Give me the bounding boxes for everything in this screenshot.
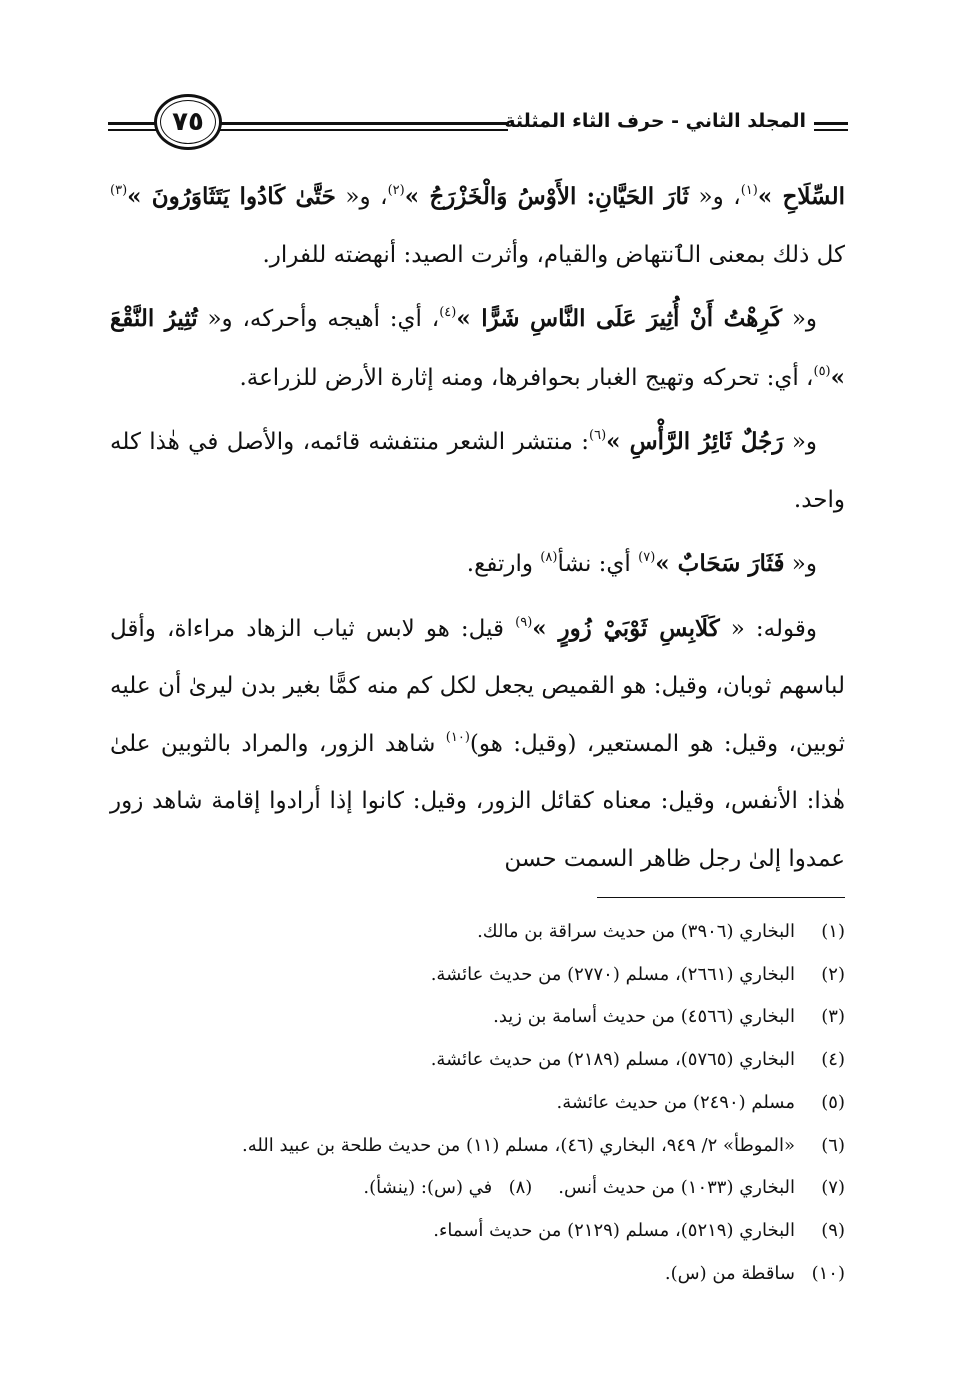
footnote-ref: (٦): [589, 428, 607, 443]
page-number: ٧٥: [172, 107, 204, 137]
text-run: كل ذلك بمعنى الٱنتهاض والقيام، وأثرت الصيد: أنهضته للفرار.: [262, 241, 845, 268]
footnote-number: (٩): [821, 1219, 845, 1241]
hadith-quote: فَثَارَ سَحَابٌ »: [655, 550, 785, 577]
running-title: المجلد الثاني - حرف الثاء المثلثة: [496, 110, 814, 132]
text-run: ، و«: [335, 184, 388, 210]
footnotes-list: [110, 911, 845, 1295]
footnote-text: البخاري (٢٦٦١)، مسلم (٢٧٧٠) من حديث عائشة.: [430, 963, 795, 985]
footnote-item: [110, 1253, 845, 1296]
page-number-badge: [154, 94, 222, 150]
hadith-quote: حَتَّىٰ كَادُوا يَتَثَاوَرُونَ »: [127, 183, 336, 210]
text-run: ، أي: أهيجه وأحركه، و«: [197, 306, 440, 332]
footnote-number: (٧): [821, 1177, 845, 1199]
text-run: ، أي: تحركه وتهيج الغبار بحوافرها، ومنه إثارة الأرض للزراعة.: [239, 364, 814, 391]
footnote-number: (١): [821, 921, 845, 942]
footnote-number: (٣): [821, 1006, 845, 1028]
text-run: و«: [783, 429, 817, 455]
footnote-item: [110, 1082, 845, 1125]
footnote-number: (٨): [508, 1177, 533, 1199]
footnote-text: البخاري (٥٧٦٥)، مسلم (٢١٨٩) من حديث عائشة.: [430, 1049, 795, 1071]
footnote-ref: (٣): [110, 183, 128, 198]
footnote-text: البخاري (٥٢١٩)، مسلم (٢١٢٩) من حديث أسماء.: [433, 1219, 795, 1241]
footnote-text: البخاري (٣٩٠٦) من حديث سراقة بن مالك.: [477, 921, 795, 942]
footnote-item: [110, 1039, 845, 1082]
hadith-quote: رَجُلٌ ثَائِرُ الرَّأْسِ »: [606, 428, 784, 455]
footnote-ref: (٤): [439, 305, 457, 320]
footnote-item: [110, 1210, 845, 1253]
hadith-quote: كَرِهْتُ أَنْ أُثِيرَ عَلَى النَّاسِ شَرًّا »: [456, 305, 783, 332]
footnote-ref: (١): [740, 183, 758, 198]
footnote-number: (٥): [821, 1091, 845, 1113]
footnote-text: «الموطأ» ٢/ ٩٤٩، البخاري (٤٦)، مسلم (١١) من حديث طلحة بن عبيد الله.: [241, 1134, 795, 1156]
footnote-ref: (٢): [387, 183, 405, 198]
paragraph-4: [110, 535, 845, 594]
main-text: [110, 168, 845, 888]
text-run: و«: [784, 551, 817, 577]
footnote-ref: (١٠): [445, 729, 470, 745]
footnote-text: في (س): (ينشأ).: [363, 1177, 493, 1199]
paragraph-5: [110, 600, 845, 889]
text-run: أي: نشأ: [557, 551, 639, 577]
footnote-separator: [597, 897, 845, 898]
footnote-item: [110, 1167, 845, 1210]
paragraph-1: [110, 168, 845, 284]
text-run: و«: [782, 306, 817, 332]
hadith-quote: السِّلَاحِ »: [757, 183, 845, 210]
footnote-ref: (٥): [813, 363, 831, 379]
footnote-text: البخاري (٤٥٦٦) من حديث أسامة بن زيد.: [493, 1006, 795, 1028]
hadith-quote: تُثِيرُ النَّقْعَ »: [110, 305, 845, 391]
footnote-text: ساقطة من (س).: [664, 1262, 795, 1284]
footnote-item: [110, 1125, 845, 1168]
footnote-ref: (٨): [540, 550, 558, 565]
text-run: وقوله: «: [719, 615, 818, 642]
hadith-quote: ثَارَ الحَيَّانِ: الأَوْسُ وَالْخَزْرَجُ »: [404, 183, 689, 210]
text-run: شاهد الزور، والمراد بالثوبين علىٰ هٰذا: الأنفس، وقيل: معناه كقائل الزور، وقيل: كانوا إذا أرادوا إقامة شاهد زور عمدوا إلىٰ رجل ظاهر السمت حسن: [110, 730, 845, 872]
footnote-number: (٦): [821, 1134, 845, 1156]
text-run: قيل: هو لابس ثياب الزهاد مراءاة، وأقل لباسهم ثوبان، وقيل: هو القميص يجعل لكل كم منه كمًّا بغير بدن ليرىٰ أن عليه ثوبين، وقيل: هو المستعير، (وقيل: هو): [110, 615, 845, 757]
text-run: ، و«: [688, 184, 741, 210]
footnote-text: البخاري (١٠٣٣) من حديث أنس.: [558, 1177, 795, 1199]
footnote-text: مسلم (٢٤٩٠) من حديث عائشة.: [556, 1091, 795, 1113]
footnote-item: [110, 996, 845, 1039]
page-header: [108, 92, 848, 164]
text-run: وارتفع.: [466, 551, 541, 577]
hadith-quote: كَلَابِسِ ثَوْبَيْ زُورٍ »: [532, 614, 720, 642]
paragraph-3: [110, 413, 845, 529]
footnote-number: (٤): [821, 1049, 845, 1071]
footnote-number: (١٠): [811, 1262, 845, 1284]
footnote-number: (٢): [821, 963, 845, 985]
footnote-item: [110, 911, 845, 954]
paragraph-2: [110, 290, 845, 407]
footnote-ref: (٩): [515, 614, 533, 630]
text-run: : منتشر الشعر منتفشه قائمه، والأصل في هٰذا كله واحد.: [110, 429, 845, 513]
footnote-item: [110, 954, 845, 997]
footnote-ref: (٧): [638, 550, 656, 565]
